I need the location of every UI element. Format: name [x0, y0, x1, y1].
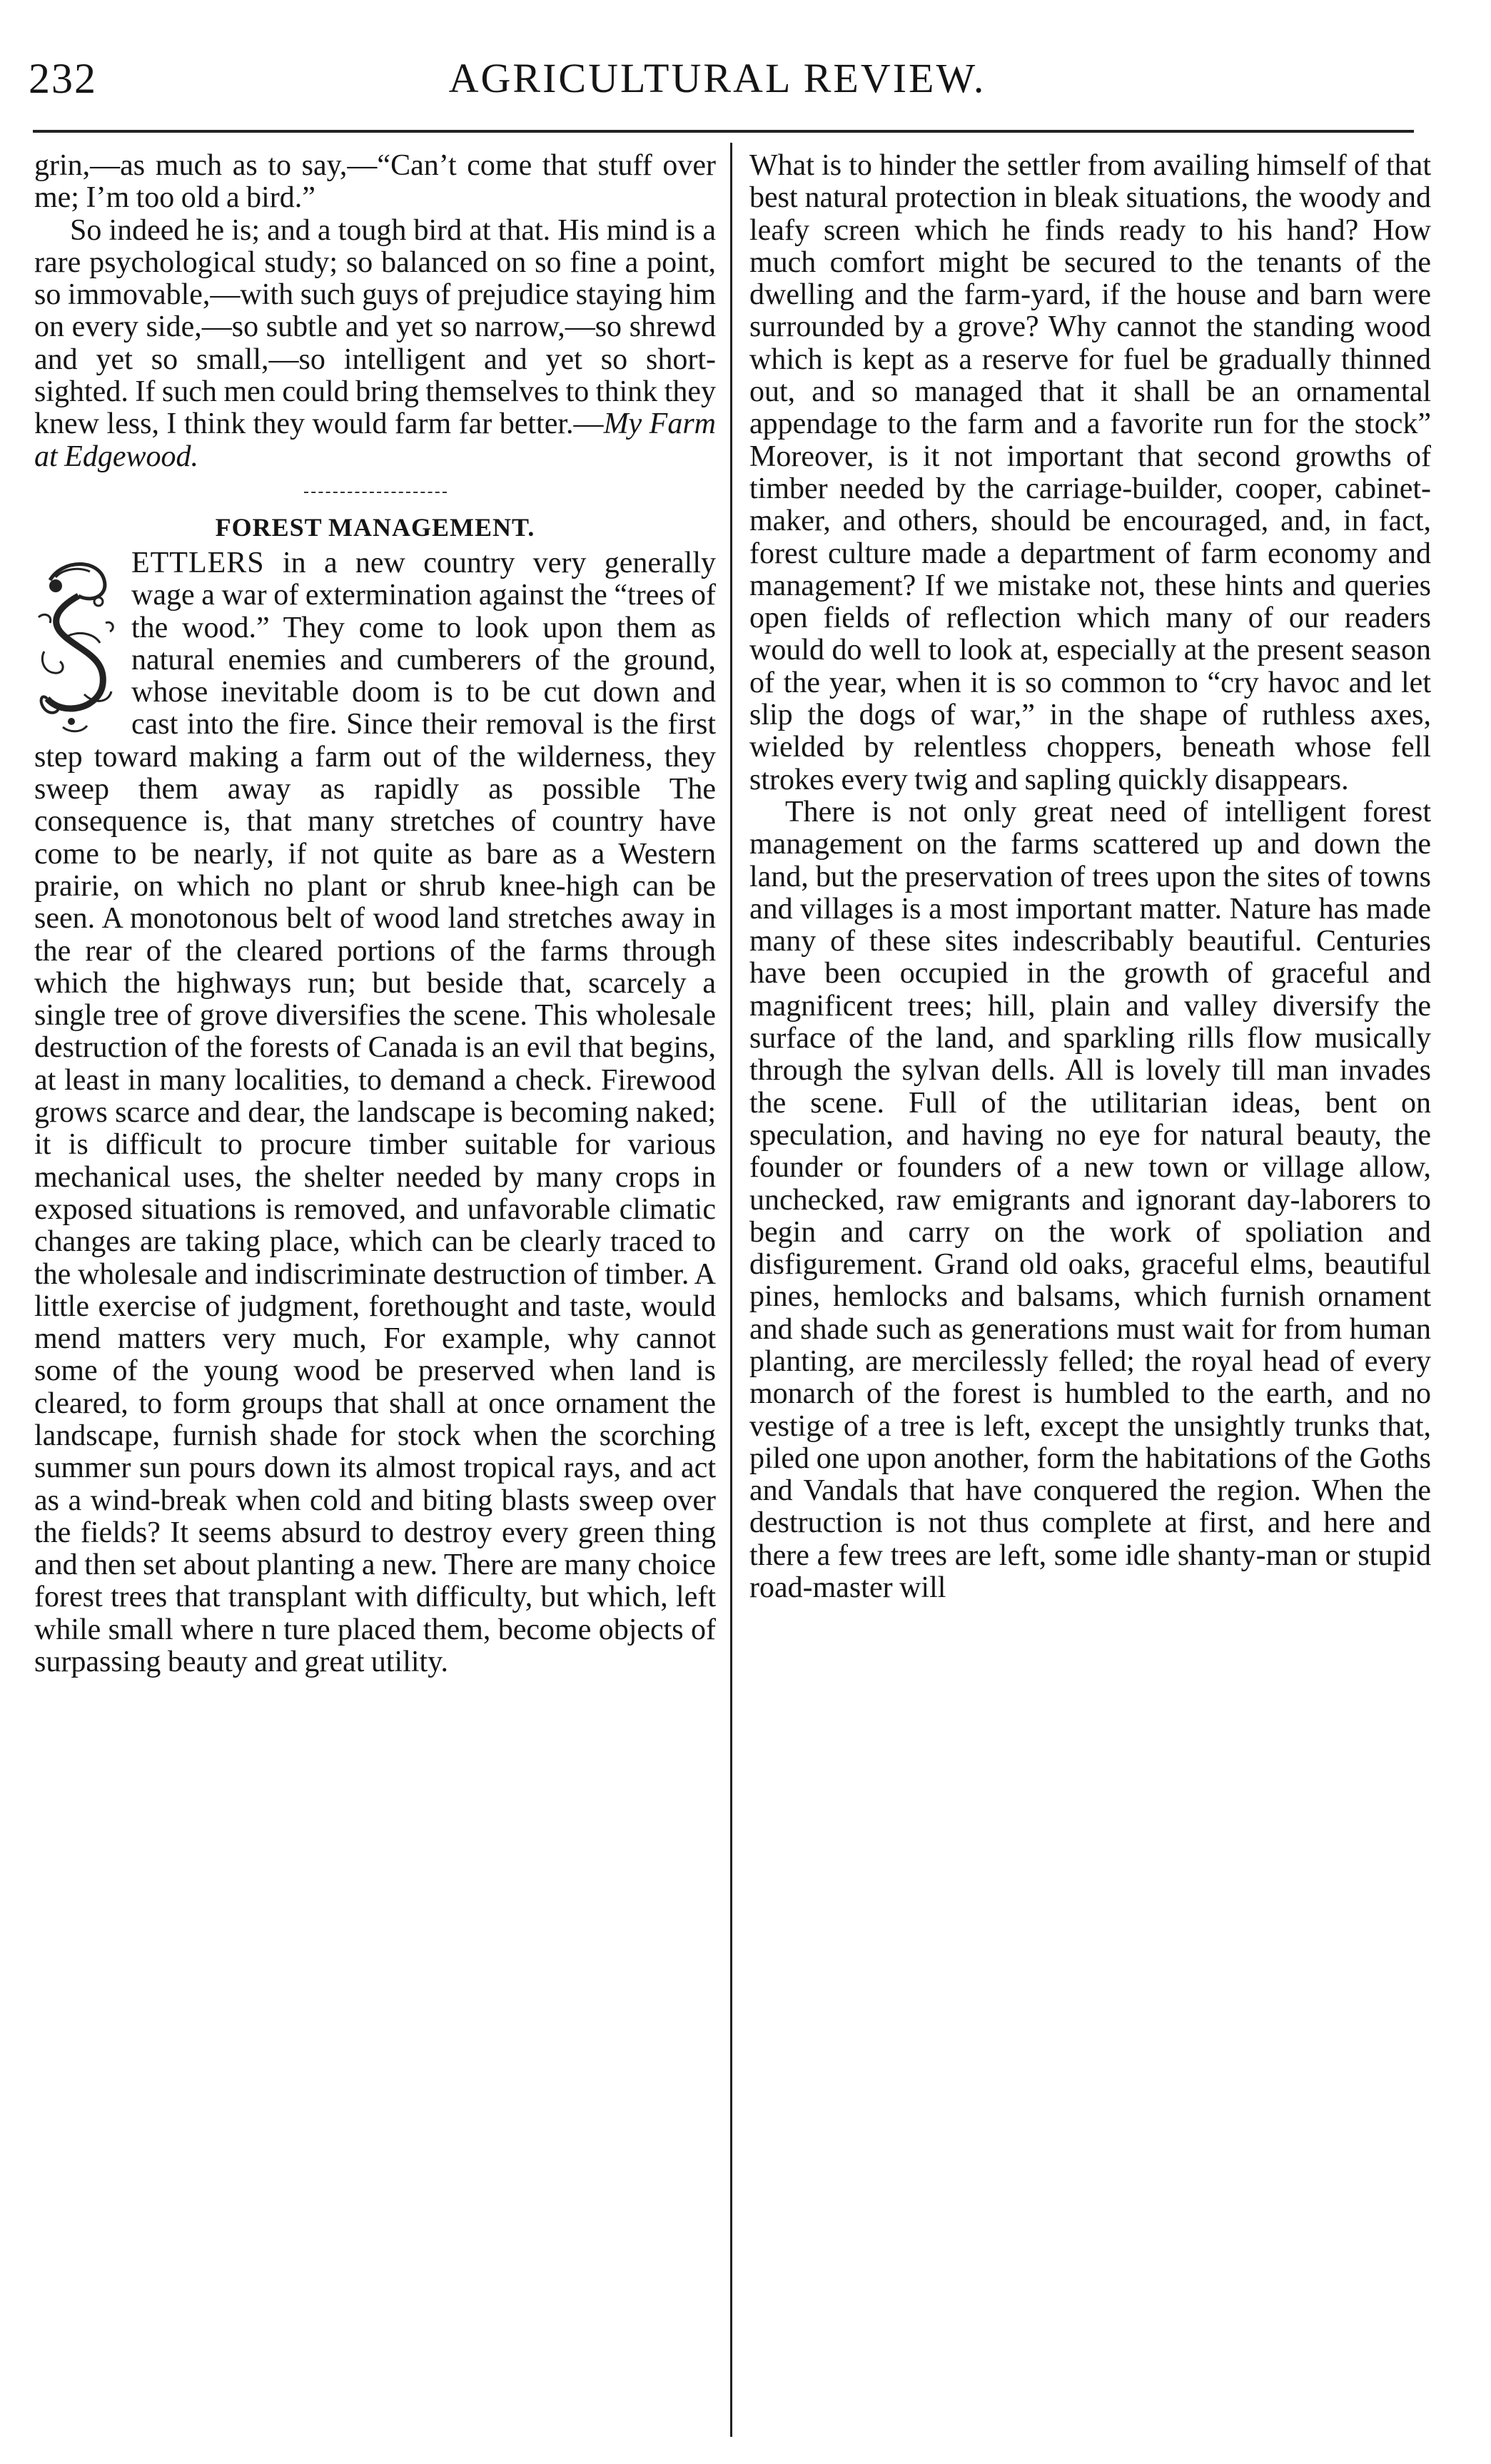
section-separator	[304, 492, 447, 495]
paragraph: What is to hinder the settler from availing himself of that best natural protection in bleak situations, the woody and leafy screen which he finds ready to his hand? How much comfort might be secured to the tenants of the dwelling and the farm-yard, if the house and barn were surrounded by a grove? Why cannot the standing wood which is kept as a reserve for fuel be gradually thinned out, and so managed that it shall be an ornamental appendage to the farm and a favorite run for the stock” Moreover, is it not important that second growths of timber needed by the carriage-builder, cooper, cabinet-maker, and others, should be encouraged, and, in fact, forest culture made a department of farm economy and management? If we mistake not, these hints and queries open fields of reflection which many of our readers would do well to look at, especially at the present season of the year, when it is so common to “cry havoc and let slip the dogs of war,” in the shape of ruthless axes, wielded by relentless choppers, beneath whose fell strokes every twig and sapling quickly disappears.	[749, 149, 1431, 796]
page-header	[29, 27, 1406, 113]
paragraph	[34, 215, 716, 473]
right-column	[749, 150, 1431, 1604]
paragraph: There is not only great need of intelligent forest management on the farms scattered up and down the land, but the preservation of trees upon the sites of towns and villages is a most important matter. Nature has made many of these sites indescribably beautiful. Centuries have been occupied in the growth of graceful and magnificent trees; hill, plain and valley diversify the surface of the land, and sparkling rills flow musically through the sylvan dells. All is lovely till man invades the scene. Full of the utilitarian ideas, bent on speculation, and having no eye for natural beauty, the founder or founders of a new town or village allow, unchecked, raw emigrants and ignorant day-laborers to begin and carry on the work of spoliation and disfigurement. Grand old oaks, graceful elms, beautiful pines, hemlocks and balsams, which furnish ornament and shade such as generations must wait for from human planting, are mercilessly felled; the royal head of every monarch of the forest is humbled to the earth, and no vestige of a tree is left, except the unsightly trunks that, piled one upon another, form the habitations of the Goths and Vandals that have conquered the region. When the destruction is not thus complete at first, and here and there a few trees are left, some idle shanty-man or stupid road-master will	[749, 795, 1431, 1605]
signature: My Farm at Edgewood.	[34, 407, 716, 473]
section-heading: FOREST MANAGEMENT.	[215, 512, 535, 542]
paragraph: grin,—as much as to say,—“Can’t come that stuff over me; I’m too old a bird.”	[34, 149, 716, 215]
drop-cap-ornament-icon	[34, 552, 120, 737]
paragraph	[34, 547, 716, 1678]
column-divider	[730, 143, 732, 2437]
header-rule	[33, 130, 1414, 133]
left-column	[34, 150, 716, 1678]
paragraph-text: in a new country very generally wage a war of extermination against the “trees of the wood.” They come to look upon them as natural enemies and cumberers of the ground, whose inevitable doom is to be cut down and cast into the fire. Since their removal is the first step toward making a farm out of the wilderness, they sweep them away as rapidly as possible The consequence is, that many stretches of country have come to be nearly, if not quite as bare as a Western prairie, on which no plant or shrub knee-high can be seen. A monotonous belt of wood land stretches away in the rear of the cleared portions of the farms through which the highways run; but beside that, scarcely a single tree of grove diversifies the scene. This wholesale destruction of the forests of Canada is an evil that begins, at least in many localities, to demand a check. Firewood grows scarce and dear, the landscape is becoming naked; it is difficult to procure timber suitable for various mechanical uses, the shelter needed by many crops in exposed situations is removed, and unfavorable climatic changes are taking place, which can be clearly traced to the wholesale and indiscriminate destruction of timber. A little exercise of judgment, forethought and taste, would mend matters very much, For example, why cannot some of the young wood be preserved when land is cleared, to form groups that shall at once ornament the landscape, furnish shade for stock when the scorching summer sun pours down its almost tropical rays, and act as a wind-break when cold and biting blasts sweep over the fields? It seems absurd to destroy every green thing and then set about planting a new. There are many choice forest trees that transplant with difficulty, but which, left while small where n ture placed them, become objects of surpassing beauty and great utility.	[34, 546, 716, 1679]
paragraph-text: So indeed he is; and a tough bird at that. His mind is a rare psychological study; so balanced on so fine a point, so immovable,—with such guys of prejudice staying him on every side,—so subtle and yet so narrow,—so shrewd and yet so small,—so intelligent and yet so short-sighted. If such men could bring themselves to think they knew less, I think they would farm far better.—	[34, 213, 716, 441]
ornamental-drop-cap	[34, 552, 120, 737]
page-number: 232	[29, 55, 97, 102]
running-head: AGRICULTURAL REVIEW.	[448, 55, 986, 101]
lead-word: ETTLERS	[131, 546, 265, 579]
